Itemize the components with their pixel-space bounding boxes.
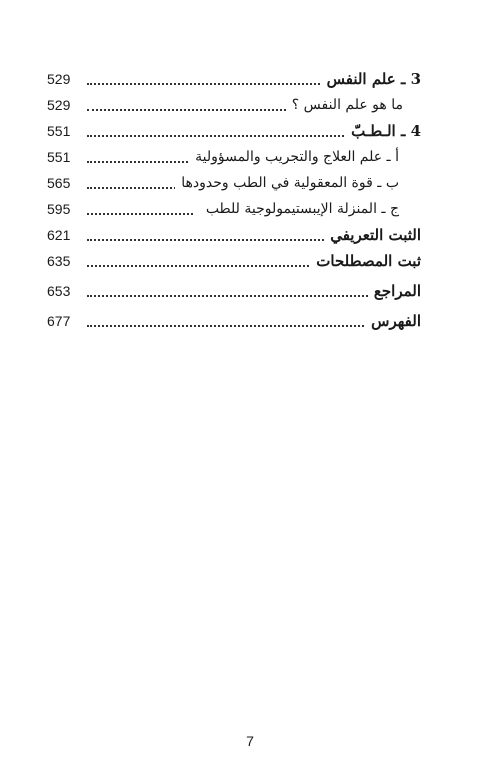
toc-page-number: 551 <box>47 149 71 165</box>
toc-page-number: 621 <box>47 227 71 243</box>
toc-title: المراجع <box>368 282 421 300</box>
dot-leader <box>87 294 371 297</box>
toc-entry[interactable] <box>47 170 421 196</box>
toc-entry[interactable] <box>47 144 421 170</box>
toc-page-number: 551 <box>47 123 71 139</box>
dot-leader <box>87 186 179 189</box>
toc-entry[interactable] <box>47 196 421 222</box>
toc-page-number: 653 <box>47 283 71 299</box>
toc-title: ما هو علم النفس ؟ <box>286 97 403 113</box>
toc-entry[interactable] <box>47 248 421 274</box>
dot-leader <box>87 108 314 111</box>
dot-leader <box>87 324 379 327</box>
toc-title: الثبت التعريفي <box>324 226 421 244</box>
dot-leader <box>87 238 351 241</box>
toc-title: أ ـ علم العلاج والتجريب والمسؤولية <box>189 149 399 165</box>
page-number: 7 <box>246 733 254 749</box>
toc-title: ج ـ المنزلة الإيبستيمولوجية للطب <box>200 201 399 217</box>
toc-page-number: 677 <box>47 313 71 329</box>
toc-entry[interactable] <box>47 92 421 118</box>
toc-title: الفهرس <box>365 312 421 330</box>
toc-page-number: 565 <box>47 175 71 191</box>
toc-entry[interactable] <box>47 308 421 334</box>
toc-page-number: 595 <box>47 201 71 217</box>
toc-title: 4 ـ الـطـبّ <box>345 122 421 140</box>
dot-leader <box>87 134 352 137</box>
dot-leader <box>87 264 337 267</box>
toc-title: ثبت المصطلحات <box>310 252 421 270</box>
toc-entry[interactable] <box>47 222 421 248</box>
dot-leader <box>87 82 339 85</box>
dot-leader <box>87 160 191 163</box>
toc-entry[interactable] <box>47 118 421 144</box>
table-of-contents <box>47 66 421 334</box>
dot-leader <box>87 212 193 215</box>
toc-page-number: 635 <box>47 253 71 269</box>
toc-title: 3 ـ علم النفس <box>321 70 421 88</box>
toc-entry[interactable] <box>47 278 421 304</box>
toc-title: ب ـ قوة المعقولية في الطب وحدودها <box>175 175 399 191</box>
toc-page-number: 529 <box>47 97 71 113</box>
toc-page-number: 529 <box>47 71 71 87</box>
toc-entry[interactable] <box>47 66 421 92</box>
